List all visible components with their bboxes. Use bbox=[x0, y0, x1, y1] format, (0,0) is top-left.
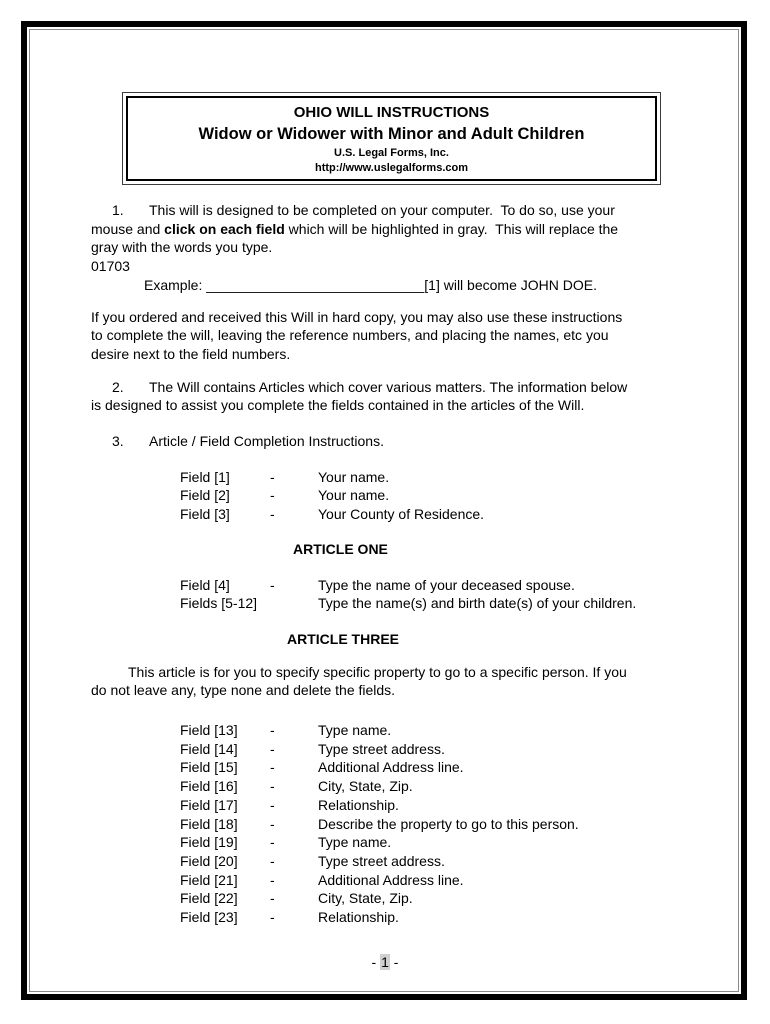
paragraph-line bbox=[91, 378, 682, 397]
field-instruction-row bbox=[91, 833, 682, 852]
field-dash: - bbox=[270, 778, 275, 795]
page-number-suffix: - bbox=[389, 954, 399, 970]
field-dash: - bbox=[270, 834, 275, 851]
publisher-url: http://www.uslegalforms.com bbox=[315, 162, 468, 174]
field-dash: - bbox=[270, 506, 275, 523]
example-label: Example: bbox=[144, 276, 207, 293]
field-description: Your name. bbox=[318, 468, 390, 485]
page-number-field[interactable]: 1 bbox=[381, 954, 389, 970]
item-number: 3. bbox=[112, 433, 124, 450]
field-description: Relationship. bbox=[318, 909, 399, 926]
paragraph-text: The Will contains Articles which cover various matters. The information below bbox=[149, 378, 628, 395]
field-description: Type street address. bbox=[318, 852, 445, 869]
form-number: 01703 bbox=[91, 258, 130, 275]
paragraph-line: If you ordered and received this Will in hard copy, you may also use these instructions bbox=[91, 308, 623, 325]
article-three-field-instructions bbox=[91, 721, 682, 927]
field-label: Field [22] bbox=[180, 890, 238, 907]
field-description: Describe the property to go to this person. bbox=[318, 815, 579, 832]
field-description: Type name. bbox=[318, 834, 392, 851]
paragraph-line: gray with the words you type. bbox=[91, 239, 273, 256]
page-border-inner-line bbox=[29, 29, 739, 992]
field-dash: - bbox=[270, 815, 275, 832]
field-instruction-row bbox=[91, 468, 682, 487]
field-description: City, State, Zip. bbox=[318, 778, 413, 795]
field-dash: - bbox=[270, 487, 275, 504]
field-instruction-row bbox=[91, 852, 682, 871]
field-dash bbox=[270, 594, 318, 613]
field-dash: - bbox=[270, 468, 275, 485]
field-description: City, State, Zip. bbox=[318, 890, 413, 907]
field-description: Additional Address line. bbox=[318, 871, 464, 888]
paragraph-line bbox=[91, 432, 682, 451]
field-description: Type street address. bbox=[318, 740, 445, 757]
field-label: Field [17] bbox=[180, 796, 238, 813]
bold-phrase: click on each field bbox=[164, 220, 285, 237]
article-three-intro-paragraph bbox=[91, 663, 682, 700]
field-dash: - bbox=[270, 796, 275, 813]
field-instruction-row bbox=[91, 889, 682, 908]
page-number-prefix: - bbox=[371, 954, 381, 970]
publisher-name: U.S. Legal Forms, Inc. bbox=[334, 147, 449, 159]
field-label: Field [15] bbox=[180, 759, 238, 776]
field-description: Type the name of your deceased spouse. bbox=[318, 576, 575, 593]
article-three-heading: ARTICLE THREE bbox=[287, 630, 399, 647]
field-instruction-row bbox=[91, 871, 682, 890]
instruction-2-paragraph bbox=[91, 378, 682, 415]
field-label: Field [13] bbox=[180, 722, 238, 739]
field-label: Field [4] bbox=[180, 576, 230, 593]
example-result: [1] will become JOHN DOE. bbox=[424, 276, 597, 293]
page-content bbox=[30, 30, 738, 991]
field-instruction-row bbox=[91, 505, 682, 524]
field-label: Field [3] bbox=[180, 506, 230, 523]
general-field-instructions bbox=[91, 468, 682, 524]
field-instruction-row bbox=[91, 777, 682, 796]
field-label: Field [19] bbox=[180, 834, 238, 851]
field-dash: - bbox=[270, 871, 275, 888]
paragraph-line: desire next to the field numbers. bbox=[91, 345, 291, 362]
field-dash: - bbox=[270, 576, 275, 593]
field-instruction-row bbox=[91, 740, 682, 759]
paragraph-text: Article / Field Completion Instructions. bbox=[149, 433, 384, 450]
title-box-inner bbox=[126, 96, 657, 181]
field-dash: - bbox=[270, 740, 275, 757]
paragraph-line bbox=[91, 220, 682, 239]
hardcopy-note-paragraph bbox=[91, 308, 682, 364]
example-line bbox=[91, 276, 682, 295]
field-instruction-row bbox=[91, 908, 682, 927]
title-box bbox=[122, 92, 661, 185]
instruction-3-paragraph bbox=[91, 432, 682, 451]
page-border-frame bbox=[21, 21, 747, 1000]
field-label: Field [1] bbox=[180, 468, 230, 485]
page-number bbox=[0, 953, 770, 972]
field-label: Field [2] bbox=[180, 487, 230, 504]
field-label: Fields [5-12] bbox=[180, 595, 258, 612]
field-label: Field [14] bbox=[180, 740, 238, 757]
field-description: Your name. bbox=[318, 487, 390, 504]
paragraph-line: do not leave any, type none and delete the fields. bbox=[91, 682, 396, 699]
field-instruction-row bbox=[91, 815, 682, 834]
field-label: Field [16] bbox=[180, 778, 238, 795]
item-number: 1. bbox=[112, 202, 124, 218]
field-dash: - bbox=[270, 909, 275, 926]
field-dash: - bbox=[270, 759, 275, 776]
article-one-heading: ARTICLE ONE bbox=[293, 540, 388, 557]
paragraph-text: mouse and bbox=[91, 220, 165, 237]
paragraph-text: which will be highlighted in gray. This will replace the bbox=[284, 220, 619, 237]
article-one-field-instructions bbox=[91, 576, 682, 613]
field-dash: - bbox=[270, 722, 275, 739]
field-label: Field [18] bbox=[180, 815, 238, 832]
field-description: Relationship. bbox=[318, 796, 399, 813]
field-instruction-row bbox=[91, 721, 682, 740]
document-subtitle: Widow or Widower with Minor and Adult Children bbox=[198, 125, 585, 143]
blank-underline: ____________________________ bbox=[206, 276, 425, 293]
field-label: Field [21] bbox=[180, 871, 238, 888]
field-instruction-row bbox=[91, 594, 682, 613]
field-description: Your County of Residence. bbox=[318, 506, 485, 523]
field-label: Field [23] bbox=[180, 909, 238, 926]
paragraph-line: to complete the will, leaving the reference numbers, and placing the names, etc you bbox=[91, 327, 609, 344]
field-description: Type name. bbox=[318, 722, 392, 739]
paragraph-text: This will is designed to be completed on your computer. To do so, use your bbox=[149, 202, 615, 218]
field-instruction-row bbox=[91, 576, 682, 595]
document-title: OHIO WILL INSTRUCTIONS bbox=[293, 104, 490, 121]
field-description: Type the name(s) and birth date(s) of your children. bbox=[318, 595, 637, 612]
field-dash: - bbox=[270, 890, 275, 907]
instruction-1-paragraph bbox=[91, 201, 682, 295]
paragraph-line bbox=[91, 201, 682, 220]
paragraph-line: is designed to assist you complete the fields contained in the articles of the Will. bbox=[91, 397, 585, 414]
field-description: Additional Address line. bbox=[318, 759, 464, 776]
field-instruction-row bbox=[91, 796, 682, 815]
field-instruction-row bbox=[91, 486, 682, 505]
field-label: Field [20] bbox=[180, 852, 238, 869]
field-dash: - bbox=[270, 852, 275, 869]
item-number: 2. bbox=[112, 378, 124, 395]
field-instruction-row bbox=[91, 758, 682, 777]
paragraph-line: This article is for you to specify specific property to go to a specific person. If you bbox=[128, 663, 627, 680]
